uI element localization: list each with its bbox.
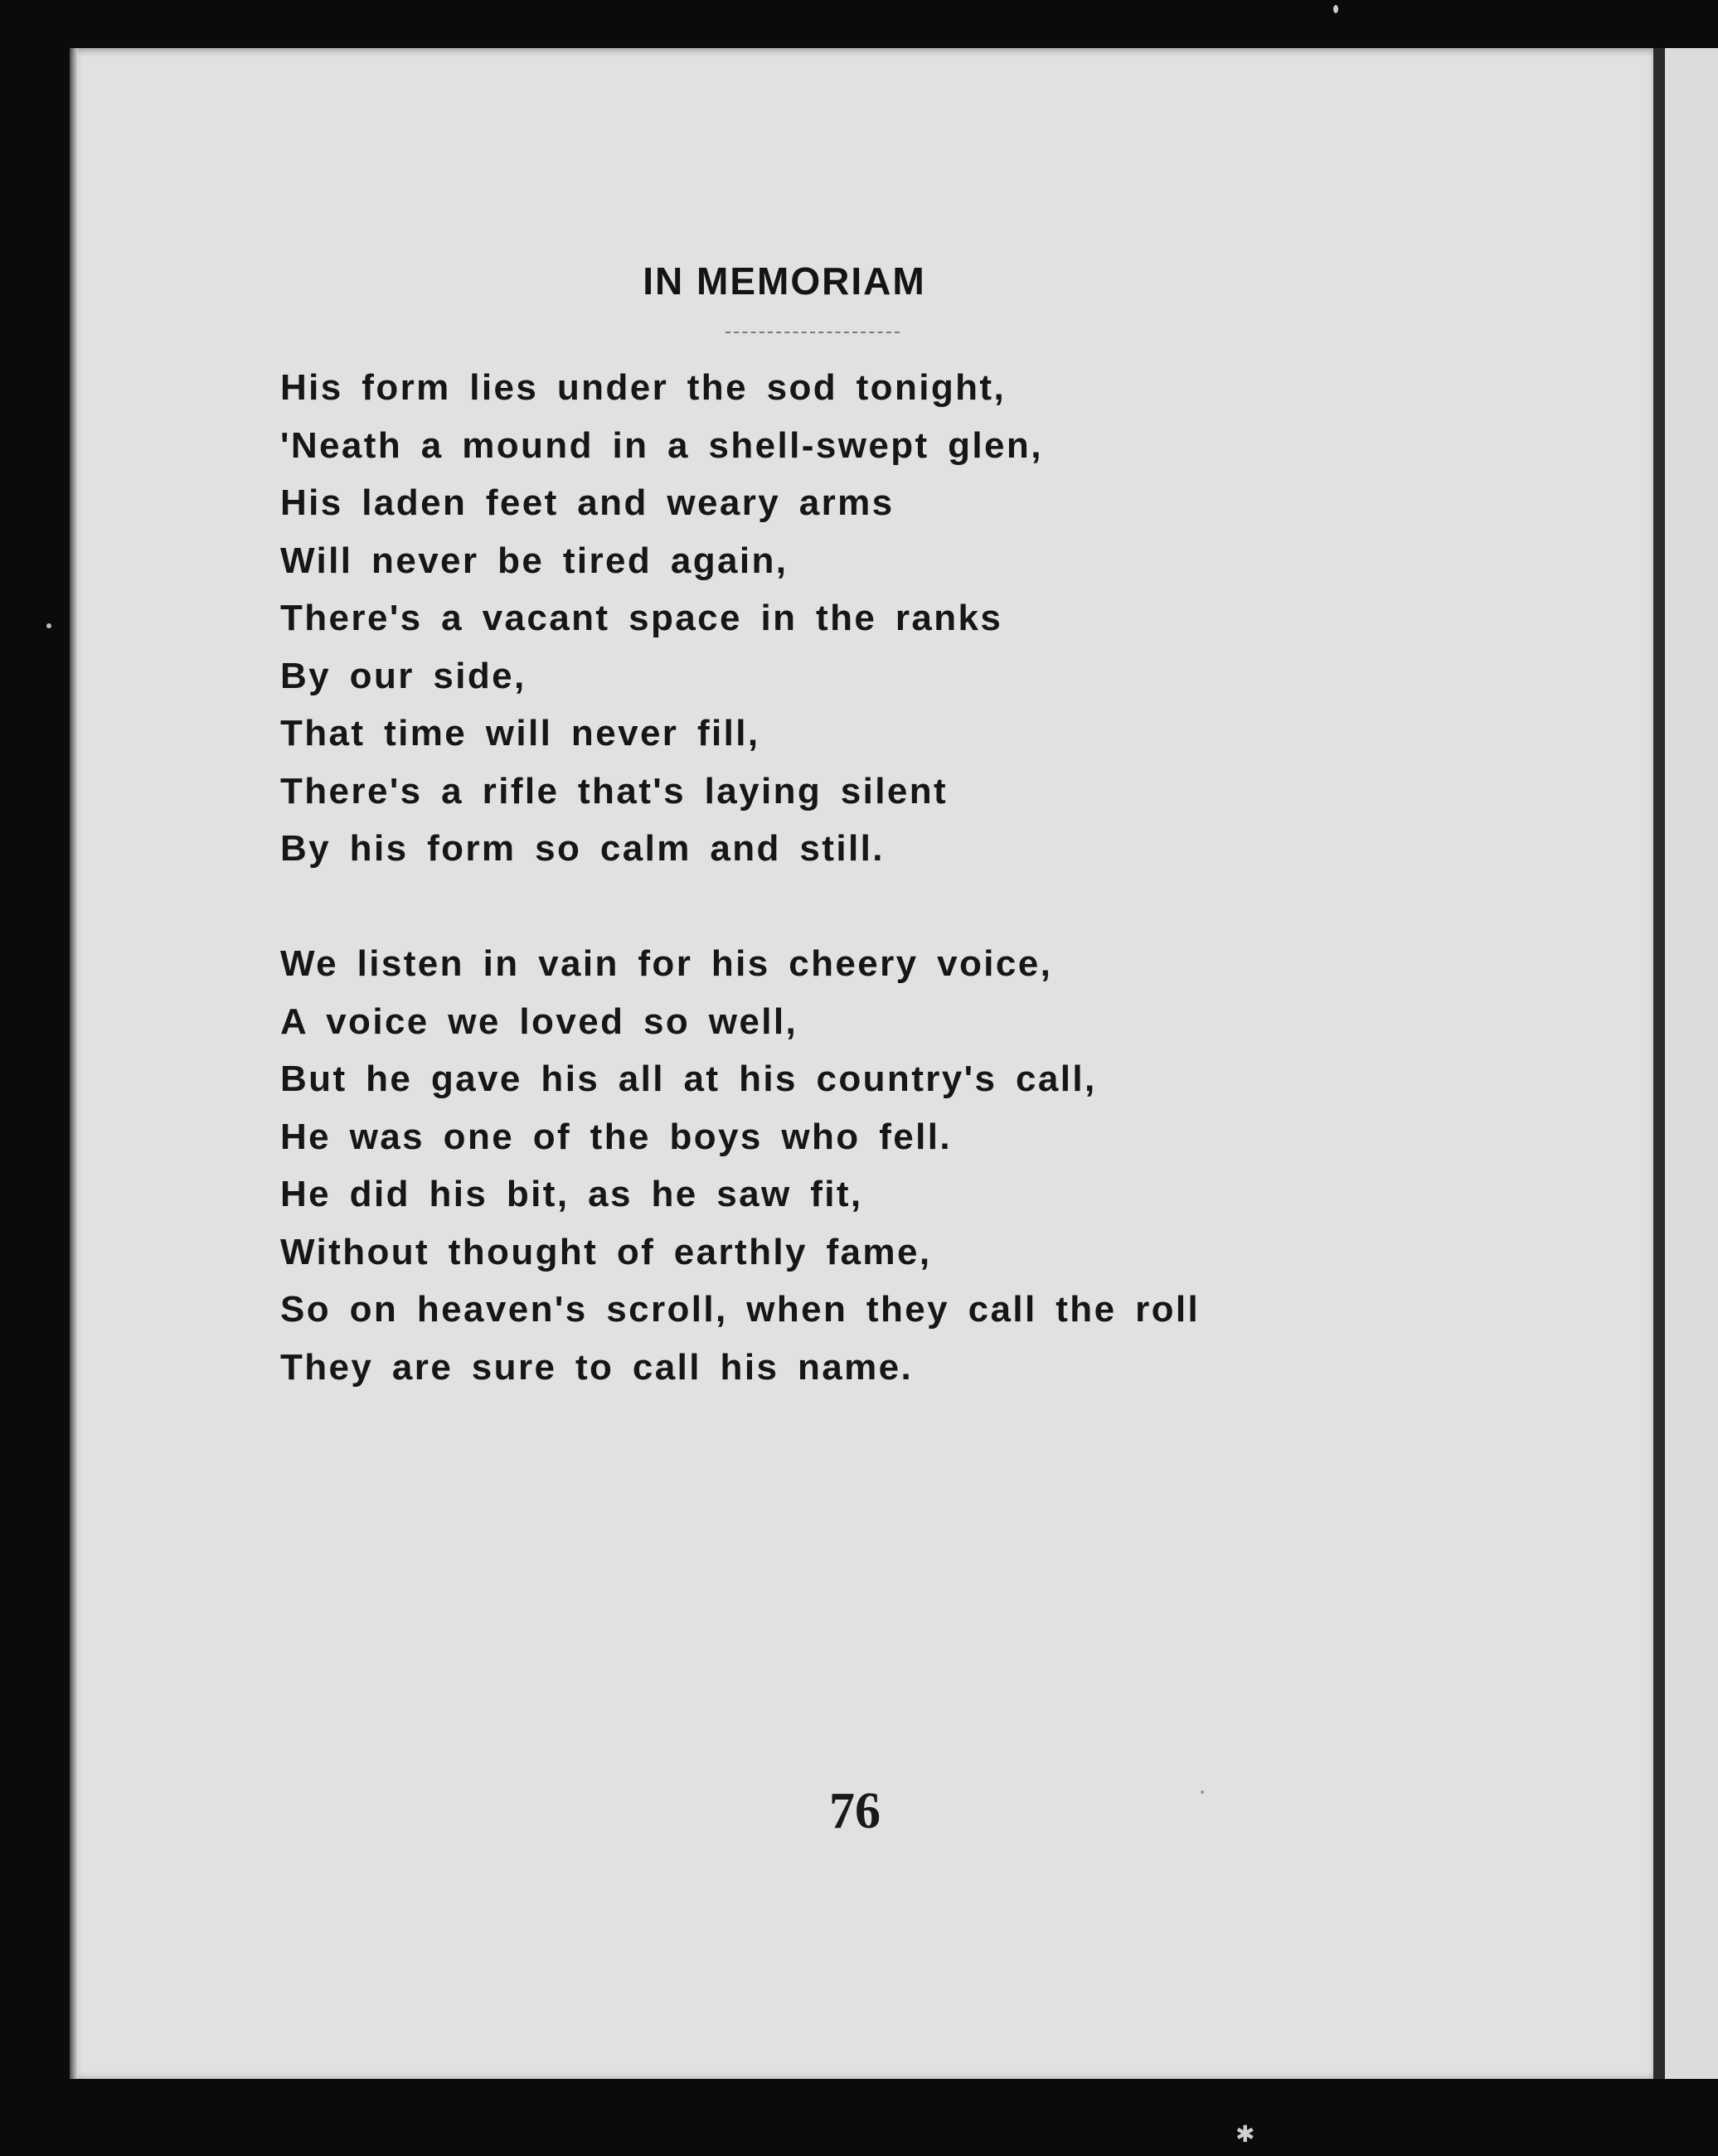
- adjacent-page-edge: [1665, 48, 1718, 2079]
- poem-line: They are sure to call his name.: [280, 1346, 914, 1388]
- scan-speck: [46, 623, 51, 628]
- poem-line: There's a vacant space in the ranks: [280, 598, 1003, 638]
- page-edge-shadow: [70, 48, 78, 2079]
- poem-title: [0, 259, 1718, 303]
- poem-line: A voice we loved so well,: [280, 1000, 798, 1042]
- poem-line: But he gave his all at his country's call,: [280, 1059, 1097, 1099]
- book-spine: [1653, 48, 1665, 2079]
- poem-line: So on heaven's scroll, when they call the roll: [280, 1289, 1201, 1330]
- poem-line: Will never be tired again,: [280, 540, 789, 581]
- poem-line: We listen in vain for his cheery voice,: [280, 943, 1053, 984]
- poem-line: His laden feet and weary arms: [280, 482, 895, 523]
- poem-line: By his form so calm and still.: [280, 828, 885, 869]
- poem-line: Without thought of earthly fame,: [280, 1231, 932, 1272]
- scan-speck: [1333, 5, 1338, 13]
- poem-line: He was one of the boys who fell.: [280, 1116, 953, 1157]
- page-number: 76: [829, 1783, 881, 1839]
- poem-line: There's a rifle that's laying silent: [280, 770, 949, 812]
- poem-line: That time will never fill,: [280, 713, 760, 753]
- stanza-2: [280, 935, 1200, 1396]
- stanza-1: [280, 359, 1043, 878]
- scan-artifact-mark: ✱: [1235, 2120, 1255, 2148]
- poem-line: By our side,: [280, 655, 527, 696]
- scan-speck: [1201, 1790, 1204, 1794]
- poem-line: 'Neath a mound in a shell-swept glen,: [280, 424, 1043, 466]
- title-divider: [726, 332, 900, 333]
- poem-line: He did his bit, as he saw fit,: [280, 1174, 863, 1214]
- poem-line: His form lies under the sod tonight,: [280, 367, 1007, 408]
- poem-title-text: IN MEMORIAM: [643, 259, 926, 303]
